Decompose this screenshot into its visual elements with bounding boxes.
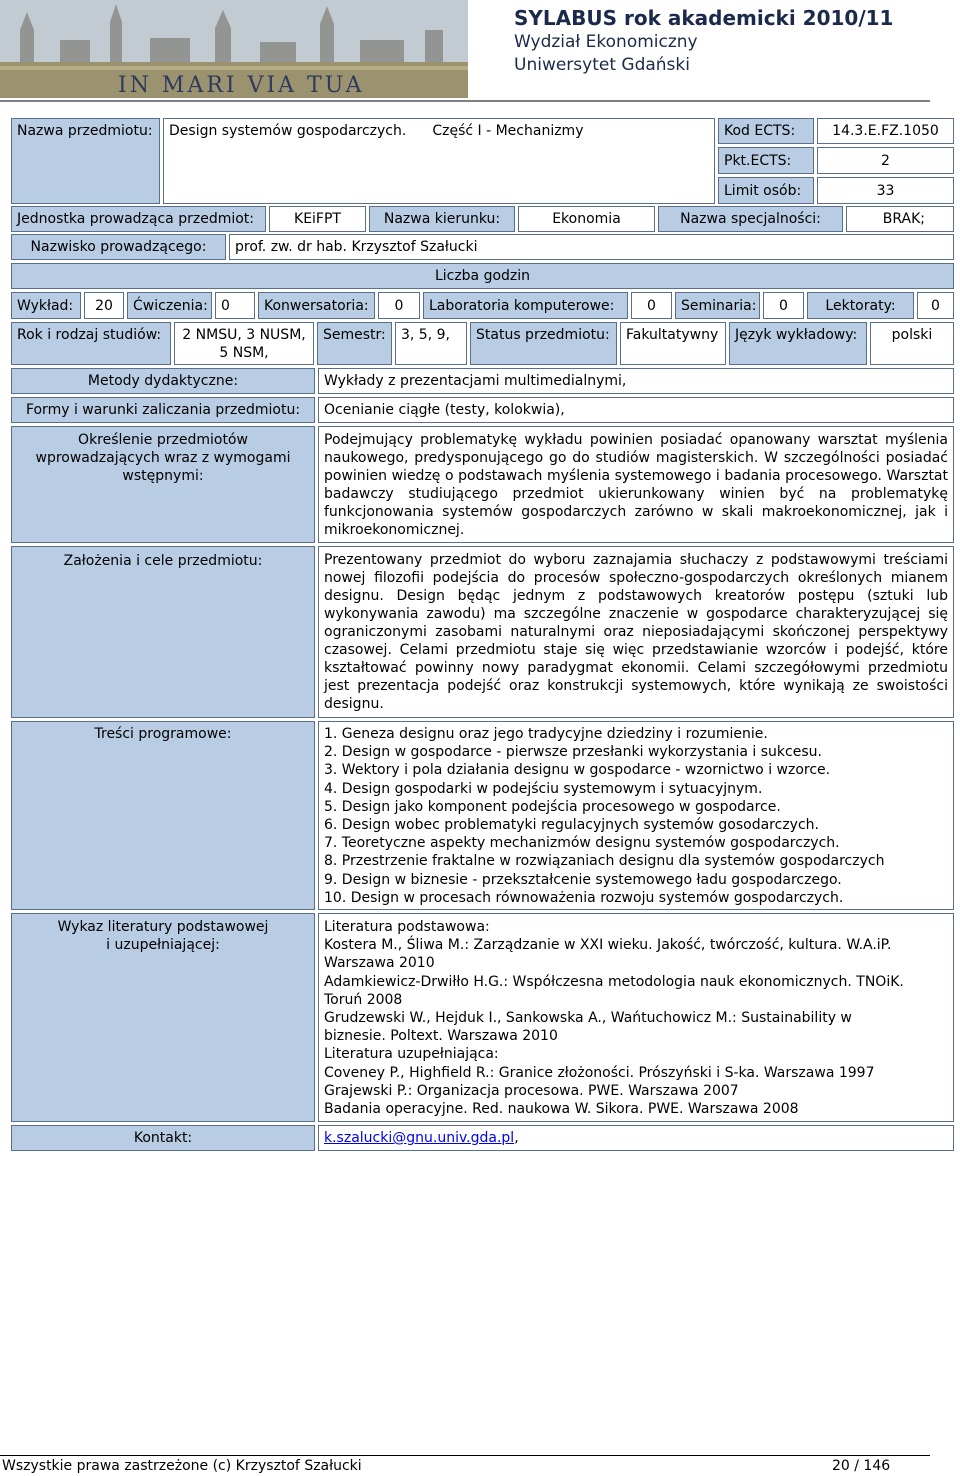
hours-title: Liczba godzin: [11, 263, 954, 289]
exercises-hours-value: 0: [215, 292, 255, 319]
literature-line: Badania operacyjne. Red. naukowa W. Sikora. PWE. Warszawa 2008: [324, 1101, 799, 1118]
footer-copyright: Wszystkie prawa zastrzeżone (c) Krzysztof Szałucki: [2, 1458, 362, 1474]
literature-line: Grajewski P.: Organizacja procesowa. PWE. Warszawa 2007: [324, 1082, 739, 1099]
contact-email-link[interactable]: k.szalucki@gnu.univ.gda.pl: [324, 1130, 515, 1146]
literature-line: Toruń 2008: [324, 991, 403, 1008]
assessment-label: Formy i warunki zaliczania przedmiotu:: [11, 397, 315, 423]
goals-value: Prezentowany przedmiot do wyboru zaznajamia słuchaczy z podstawowymi treściami nowej filozofii podejścia do procesów społeczno-gospodarczych określonych mianem designu. Design będąc jednym z podstawowych kreatorów postępu (sztuki lub wykonywania zawodu) ma szczególne znaczenie w gospodarce charakteryzującej się ograniczonymi zasobami naturalnymi oraz nieposiadającymi skończonej perspektywy czasowej. Celami przedmiotu staje się więc przedstawianie wzorców i podejść, które kształtować powinny nowy paradygmat ekonomii. Celami szczegółowymi przedmiotu jest prezentacja podejść oraz konstrukcji systemowych, które wynikają ze swoistości designu.: [318, 546, 954, 718]
contact-box: [318, 1125, 954, 1151]
lecture-hours-label: Wykład:: [11, 292, 81, 319]
seminars-hours-label: Seminaria:: [675, 292, 760, 319]
prereq-label: Określenie przedmiotów wprowadzających wraz z wymogami wstępnymi:: [11, 426, 315, 543]
field-label: Nazwa kierunku:: [369, 206, 515, 232]
footer-page-number: 20 / 146: [832, 1458, 891, 1474]
course-name-box: [163, 118, 715, 204]
lecturer-label: Nazwisko prowadzącego:: [11, 234, 226, 260]
spec-value: BRAK;: [846, 206, 954, 232]
header-divider: [0, 100, 930, 102]
content-label: Treści programowe:: [11, 721, 315, 910]
document-title: SYLABUS rok akademicki 2010/11: [514, 6, 894, 30]
faculty-name: Wydział Ekonomiczny: [514, 32, 698, 52]
literature-line: Grudzewski W., Hejduk I., Sankowska A., Wańtuchowicz M.: Sustainability w: [324, 1010, 852, 1027]
course-name-label: Nazwa przedmiotu:: [11, 118, 160, 204]
ects-code-value: 14.3.E.FZ.1050: [817, 118, 954, 144]
ects-points-value: 2: [817, 147, 954, 174]
content-item: 1. Geneza designu oraz jego tradycyjne dziedziny i rozumienie.: [324, 726, 768, 742]
content-item: 3. Wektory i pola działania designu w gospodarce - wzornictwo i wzorce.: [324, 762, 831, 779]
content-item: 10. Design w procesach równoważenia rozwoju systemów gospodarczych.: [324, 889, 844, 906]
limit-label: Limit osób:: [718, 177, 814, 204]
contact-label: Kontakt:: [11, 1125, 315, 1151]
lecturer-value: prof. zw. dr hab. Krzysztof Szałucki: [229, 234, 954, 260]
goals-label: Założenia i cele przedmiotu:: [11, 546, 315, 718]
prereq-value: Podejmujący problematykę wykładu powinien posiadać opanowany warsztat myślenia naukowego, predysponującego go do studiów magisterskich. W szczególności posiadać powinien wiedzę o podstawach myślenia systemowego i badania procesowego. Warsztat badawczy studiującego przedmiot ukierunkowany winien być na problematykę funkcjonowania systemów gospodarczych zarówno w skali makroekonomicznej, jak i mikroekonomicznej.: [318, 426, 954, 543]
content-item: 6. Design wobec problematyki regulacyjnych systemów gosodarczych.: [324, 817, 819, 834]
field-value: Ekonomia: [518, 206, 655, 232]
methods-value: Wykłady z prezentacjami multimedialnymi,: [318, 368, 954, 394]
banner-motto: IN MARI VIA TUA: [118, 73, 365, 98]
literature-line: Literatura podstawowa:: [324, 919, 490, 935]
course-part: Część I - Mechanizmy: [432, 123, 584, 139]
literature-line: Kostera M., Śliwa M.: Zarządzanie w XXI wieku. Jakość, twórczość, kultura. W.A.iP.: [324, 937, 892, 954]
semester-label: Semestr:: [317, 322, 392, 365]
lectorates-hours-label: Lektoraty:: [807, 292, 914, 319]
exercises-hours-label: Ćwiczenia:: [127, 292, 212, 319]
assessment-value: Ocenianie ciągłe (testy, kolokwia),: [318, 397, 954, 423]
semester-value: 3, 5, 9,: [395, 322, 467, 365]
language-value: polski: [870, 322, 954, 365]
university-name: Uniwersytet Gdański: [514, 55, 690, 75]
literature-line: biznesie. Poltext. Warszawa 2010: [324, 1028, 558, 1045]
content-item: 4. Design gospodarki w podejściu systemowym i sytuacyjnym.: [324, 780, 763, 797]
unit-value: KEiFPT: [269, 206, 366, 232]
content-list: [318, 721, 954, 910]
content-item: 9. Design w biznesie - przekształcenie systemowego ładu gospodarczego.: [324, 871, 842, 888]
labs-hours-label: Laboratoria komputerowe:: [423, 292, 628, 319]
spec-label: Nazwa specjalności:: [658, 206, 843, 232]
content-item: 7. Teoretyczne aspekty mechanizmów designu systemów gospodarczych.: [324, 835, 840, 852]
conversatoria-hours-value: 0: [378, 292, 420, 319]
year-label: Rok i rodzaj studiów:: [11, 322, 171, 365]
city-skyline-illustration: [0, 0, 468, 98]
literature-label: Wykaz literatury podstawowej i uzupełniającej:: [11, 913, 315, 1122]
content-item: 2. Design w gospodarce - pierwsze przesłanki wykorzystania i sukcesu.: [324, 744, 822, 761]
conversatoria-hours-label: Konwersatoria:: [258, 292, 375, 319]
seminars-hours-value: 0: [763, 292, 804, 319]
contact-suffix: ,: [514, 1130, 519, 1146]
literature-line: Coveney P., Highfield R.: Granice złożoności. Prószyński i S-ka. Warszawa 1997: [324, 1064, 875, 1081]
methods-label: Metody dydaktyczne:: [11, 368, 315, 394]
status-value: Fakultatywny: [620, 322, 726, 365]
footer-divider: [0, 1455, 930, 1456]
ects-code-label: Kod ECTS:: [718, 118, 814, 144]
course-name-value: Design systemów gospodarczych.: [169, 123, 407, 139]
literature-line: Adamkiewicz-Drwiłło H.G.: Współczesna metodologia nauk ekonomicznych. TNOiK.: [324, 973, 904, 990]
limit-value: 33: [817, 177, 954, 204]
content-item: 5. Design jako komponent podejścia procesowego w gospodarce.: [324, 798, 781, 815]
literature-line: Literatura uzupełniająca:: [324, 1046, 499, 1063]
unit-label: Jednostka prowadząca przedmiot:: [11, 206, 266, 232]
status-label: Status przedmiotu:: [470, 322, 617, 365]
header-banner-image: [0, 0, 468, 98]
language-label: Język wykładowy:: [729, 322, 867, 365]
literature-list: [318, 913, 954, 1122]
year-value: 2 NMSU, 3 NUSM, 5 NSM,: [174, 322, 314, 365]
labs-hours-value: 0: [631, 292, 672, 319]
ects-points-label: Pkt.ECTS:: [718, 147, 814, 174]
lectorates-hours-value: 0: [917, 292, 954, 319]
lecture-hours-value: 20: [84, 292, 124, 319]
content-item: 8. Przestrzenie fraktalne w rozwiązaniach designu dla systemów gospodarczych: [324, 853, 885, 870]
literature-line: Warszawa 2010: [324, 955, 435, 972]
